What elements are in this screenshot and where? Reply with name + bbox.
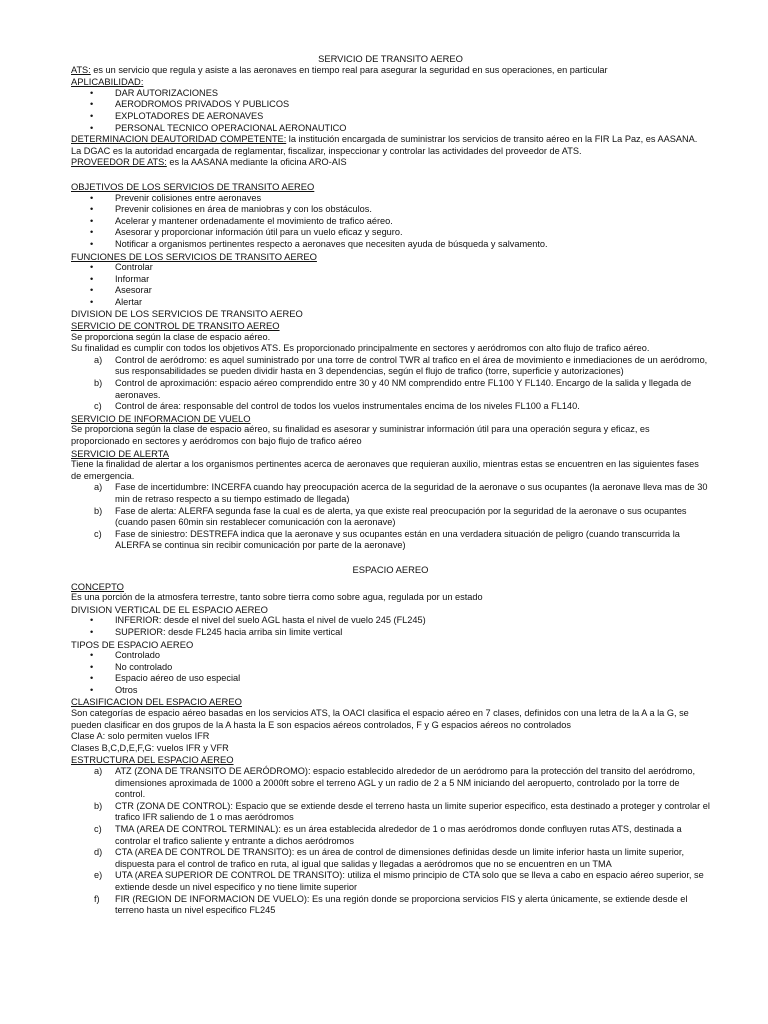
- determinacion-label: DETERMINACION DEAUTORIDAD COMPETENTE:: [71, 134, 287, 145]
- list-item-text: Control de aproximación: espacio aéreo comprendido entre 30 y 40 NM comprendido entre FL100 Y FL140. Encargo de la salida y llegada de aeronaves.: [115, 378, 692, 400]
- control-list: [71, 355, 710, 413]
- vertical-list: [71, 615, 710, 638]
- list-marker: e): [94, 870, 103, 881]
- list-item-text: TMA (AREA DE CONTROL TERMINAL): es un área establecida alrededor de 1 o mas aeródromos donde confluyen rutas ATS, destinada a controlar el trafico saliente y entrante a dichos aeródromos: [115, 824, 682, 846]
- aplicabilidad-heading: APLICABILIDAD:: [71, 76, 144, 88]
- list-item: • Notificar a organismos pertinentes respecto a aeronaves que necesiten ayuda de búsqueda y salvamento.: [71, 239, 710, 251]
- objetivos-heading: OBJETIVOS DE LOS SERVICIOS DE TRANSITO AEREO: [71, 180, 315, 192]
- list-item: • Espacio aéreo de uso especial: [71, 673, 710, 685]
- list-marker: b): [94, 800, 103, 811]
- list-item: • Asesorar y proporcionar información útil para un vuelo eficaz y seguro.: [71, 227, 710, 239]
- list-item: • Controlado: [71, 650, 710, 662]
- info-heading: SERVICIO DE INFORMACION DE VUELO: [71, 412, 251, 424]
- ats-text: es un servicio que regula y asiste a las aeronaves en tiempo real para asegurar la seguridad en sus operaciones, en particular: [90, 64, 608, 75]
- list-marker: b): [94, 378, 103, 389]
- alerta-heading: SERVICIO DE ALERTA: [71, 447, 169, 459]
- ats-label: ATS:: [71, 64, 91, 75]
- list-item: [71, 529, 710, 552]
- list-item: [71, 870, 710, 893]
- vertical-heading: DIVISION VERTICAL DE EL ESPACIO AEREO: [71, 603, 268, 615]
- list-marker: c): [94, 401, 102, 412]
- control-paragraph-2: Su finalidad es cumplir con todos los objetivos ATS. Es proporcionado principalmente en sectores y aeródromos con alto flujo de trafico aéreo.: [71, 343, 650, 354]
- list-item: [71, 847, 710, 870]
- concepto-paragraph: Es una porción de la atmosfera terrestre, tanto sobre tierra como sobre agua, regulada por un estado: [71, 592, 483, 603]
- list-item: • Alertar: [71, 297, 710, 309]
- list-item: • AERODROMOS PRIVADOS Y PUBLICOS: [71, 99, 710, 111]
- list-item-text: CTA (AREA DE CONTROL DE TRANSITO): es un área de control de dimensiones definidas desde un limite inferior hasta un limite superior, dispuesta para el control de trafico en ruta, al igual que salidas y llegadas a aeródromos que no se encuentren en un TMA: [115, 847, 685, 869]
- list-item: • Asesorar: [71, 285, 710, 297]
- list-item: [71, 482, 710, 505]
- determinacion-text: la institución encargada de suministrar los servicios de transito aéreo en la FIR La Paz, es AASANA. La DGAC es la autoridad encargada de reglamentar, fiscalizar, inspeccionar y controlar las actividades del proveedor de ATS.: [71, 134, 698, 156]
- control-heading: SERVICIO DE CONTROL DE TRANSITO AEREO: [71, 320, 280, 332]
- info-paragraph: Se proporciona según la clase de espacio aéreo, su finalidad es asesorar y suministrar información útil para una operación segura y eficaz, es proporcionado en sectores y aeródromos con bajo flujo de trafico aéreo: [71, 424, 650, 446]
- list-marker: a): [94, 354, 103, 365]
- clase-a-line: Clase A: solo permiten vuelos IFR: [71, 731, 210, 742]
- list-item-text: Fase de incertidumbre: INCERFA cuando hay preocupación acerca de la seguridad de la aeronave o sus ocupantes (la aeronave lleva mas de 30 min de retraso respecto a su tiempo estimado de llegada): [115, 482, 708, 504]
- list-item-text: UTA (AREA SUPERIOR DE CONTROL DE TRANSITO): utiliza el mismo principio de CTA solo que se lleva a cabo en espacio aéreo superior, se extiende desde un nivel especifico y no tiene limite superior: [115, 870, 704, 892]
- list-item: [71, 401, 710, 413]
- list-item: • Informar: [71, 274, 710, 286]
- clasificacion-paragraph: Son categorías de espacio aéreo basadas en los servicios ATS, la OACI clasifica el espacio aéreo en 7 clases, definidos con una letra de la A a la G, se pueden clasificar en dos grupos de la A hasta la E son espacios aéreos controlados, F y G espacios aéreos no controlados: [71, 708, 689, 730]
- proveedor-label: PROVEEDOR DE ATS:: [71, 157, 167, 168]
- proveedor-paragraph: [71, 157, 710, 169]
- list-item-text: Control de aeródromo: es aquel suministrado por una torre de control TWR al trafico en el área de movimiento e inmediaciones de un aeródromo, sus responsabilidades se pueden dividir hasta en 3 dependencias, según el flujo de trafico (torre, superficie y autorizaciones): [115, 354, 708, 377]
- list-item: • EXPLOTADORES DE AERONAVES: [71, 111, 710, 123]
- list-item: • PERSONAL TECNICO OPERACIONAL AERONAUTICO: [71, 123, 710, 135]
- list-item: • Otros: [71, 685, 710, 697]
- ats-paragraph: [71, 65, 710, 77]
- list-item: [71, 766, 710, 801]
- alerta-paragraph: Tiene la finalidad de alertar a los organismos pertinentes acerca de aeronaves que requieran auxilio, mientras estas se encuentren en las siguientes fases de emergencia.: [71, 459, 699, 481]
- concepto-heading: CONCEPTO: [71, 580, 124, 592]
- funciones-heading: FUNCIONES DE LOS SERVICIOS DE TRANSITO AEREO: [71, 250, 317, 262]
- list-item: [71, 894, 710, 917]
- list-item: • Acelerar y mantener ordenadamente el movimiento de trafico aéreo.: [71, 216, 710, 228]
- section-title: ESPACIO AEREO: [352, 563, 429, 575]
- list-marker: c): [94, 824, 102, 834]
- funciones-list: [71, 262, 710, 308]
- list-item: • Controlar: [71, 262, 710, 274]
- control-paragraph-1: Se proporciona según la clase de espacio aéreo.: [71, 331, 271, 342]
- determinacion-paragraph: [71, 134, 710, 157]
- list-marker: c): [94, 528, 102, 539]
- list-item: [71, 506, 710, 529]
- tipos-list: [71, 650, 710, 696]
- proveedor-text: es la AASANA mediante la oficina ARO-AIS: [166, 157, 347, 168]
- tipos-heading: TIPOS DE ESPACIO AEREO: [71, 638, 194, 650]
- estructura-heading: ESTRUCTURA DEL ESPACIO AEREO: [71, 754, 234, 766]
- estructura-list: [71, 766, 710, 917]
- list-marker: d): [94, 847, 103, 858]
- clases-line: Clases B,C,D,E,F,G: vuelos IFR y VFR: [71, 742, 229, 753]
- list-item: [71, 801, 710, 824]
- list-item-text: FIR (REGION DE INFORMACION DE VUELO): Es una región donde se proporciona servicios FIS y alerta únicamente, se extiende desde el terreno hasta un nivel especifico FL245: [115, 893, 688, 916]
- document-title: SERVICIO DE TRANSITO AEREO: [318, 53, 463, 64]
- clasificacion-heading: CLASIFICACION DEL ESPACIO AEREO: [71, 696, 242, 708]
- list-item-text: ATZ (ZONA DE TRANSITO DE AERÓDROMO): espacio establecido alrededor de un aeródromo para la protección del transito del aeródromo, dimensiones aproximada de 1000 a 2000ft sobre el terreno AGL y un radio de 2 a 5 NM iniciando del aeropuerto, controlado por la torre de control.: [115, 766, 696, 800]
- list-item: • Prevenir colisiones en área de maniobras y con los obstáculos.: [71, 204, 710, 216]
- division-heading: DIVISION DE LOS SERVICIOS DE TRANSITO AEREO: [71, 308, 303, 320]
- list-item: • No controlado: [71, 662, 710, 674]
- list-item: [71, 378, 710, 401]
- list-item: [71, 824, 710, 847]
- list-item: • Prevenir colisiones entre aeronaves: [71, 193, 710, 205]
- list-item-text: Control de área: responsable del control de todos los vuelos instrumentales encima de los niveles FL100 a FL140.: [115, 401, 580, 412]
- alerta-list: [71, 482, 710, 552]
- list-item-text: Fase de siniestro: DESTREFA indica que la aeronave y sus ocupantes están en una verdadera situación de peligro (cuando transcurrida la ALERFA se continua sin recibir comunicación por parte de la aeronave): [115, 528, 680, 551]
- list-item-text: CTR (ZONA DE CONTROL): Espacio que se extiende desde el terreno hasta un limite superior especifico, esta destinado a proteger y controlar el trafico IFR saliendo de 1 o mas aeródromos: [115, 800, 710, 823]
- list-marker: a): [94, 482, 103, 493]
- list-marker: f): [94, 893, 100, 904]
- list-item: • SUPERIOR: desde FL245 hacia arriba sin limite vertical: [71, 627, 710, 639]
- list-marker: b): [94, 505, 103, 516]
- list-item-text: Fase de alerta: ALERFA segunda fase la cual es de alerta, ya que existe real preocupación por la seguridad de la aeronave o sus ocupantes (cuando pasen 60min sin restablecer comunicación con la aeronave): [115, 505, 687, 528]
- list-item: [71, 355, 710, 378]
- list-marker: a): [94, 766, 103, 777]
- aplicabilidad-list: [71, 88, 710, 134]
- objetivos-list: [71, 193, 710, 251]
- list-item: • DAR AUTORIZACIONES: [71, 88, 710, 100]
- list-item: • INFERIOR: desde el nivel del suelo AGL hasta el nivel de vuelo 245 (FL245): [71, 615, 710, 627]
